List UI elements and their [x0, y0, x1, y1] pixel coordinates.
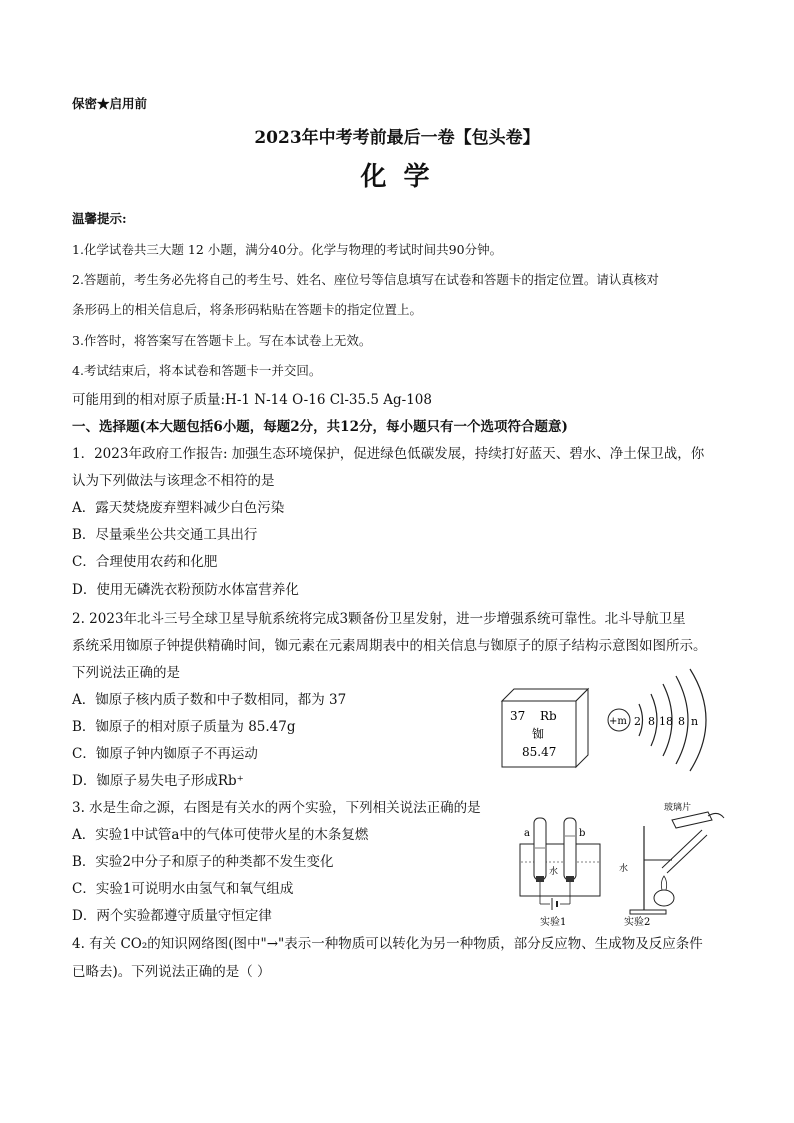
- exam-title: 2023年中考考前最后一卷【包头卷】: [254, 128, 540, 148]
- tip-2: 2.答题前，考生务必先将自己的考生号、姓名、座位号等信息填写在试卷和答题卡的指定位置。请认真核对: [72, 272, 659, 287]
- q3-option-a: A．实验1中试管a中的气体可使带火星的木条复燃: [72, 827, 369, 843]
- q3-option-d: D．两个实验都遵守质量守恒定律: [72, 908, 272, 924]
- q2-stem: 2. 2023年北斗三号全球卫星导航系统将完成3颗备份卫星发射，进一步增强系统可靠性。北斗导航卫星: [72, 611, 686, 627]
- tip-4: 4.考试结束后，将本试卷和答题卡一并交回。: [72, 363, 322, 378]
- q2-stem-cont2: 下列说法正确的是: [72, 665, 180, 681]
- tip-2-cont: 条形码上的相关信息后，将条形码粘贴在答题卡的指定位置上。: [72, 302, 423, 317]
- nucleus-label: +m: [609, 716, 627, 727]
- tip-1: 1.化学试卷共三大题 12 小题，满分40分。化学与物理的考试时间共90分钟。: [72, 242, 503, 257]
- combustion-apparatus: [619, 801, 724, 928]
- q1-option-b: B．尽量乘坐公共交通工具出行: [72, 527, 258, 543]
- shell-count-3: 18: [659, 715, 673, 728]
- q1-stem: 1．2023年政府工作报告: 加强生态环境保护，促进绿色低碳发展，持续打好蓝天、碧水、净土保卫战，你: [72, 446, 705, 462]
- q2-option-d: D．铷原子易失电子形成Rb⁺: [72, 773, 244, 789]
- q2-option-c: C．铷原子钟内铷原子不再运动: [72, 746, 258, 762]
- shell-count-1: 2: [634, 715, 641, 728]
- tube-b-label: b: [579, 828, 586, 839]
- exp2-caption: 实验2: [624, 917, 651, 928]
- q2-option-b: B．铷原子的相对原子质量为 85.47g: [72, 719, 296, 735]
- q2-stem-cont: 系统采用铷原子钟提供精确时间，铷元素在元素周期表中的相关信息与铷原子的原子结构示意图如图所示。: [72, 638, 707, 654]
- element-number: 37: [510, 709, 526, 723]
- water-experiments-figure: [512, 798, 726, 930]
- rb-element-cell: [500, 687, 590, 769]
- electrolysis-apparatus: [520, 818, 600, 928]
- q4-stem-cont: 已略去)。下列说法正确的是（ ）: [72, 964, 271, 980]
- q1-option-a: A．露天焚烧废弃塑料减少白色污染: [72, 500, 285, 516]
- tube-a-label: a: [524, 828, 530, 839]
- exp1-caption: 实验1: [540, 917, 567, 928]
- q2-option-a: A．铷原子核内质子数和中子数相同，都为 37: [72, 692, 347, 708]
- exp1-water-label: 水: [549, 867, 559, 877]
- q3-option-b: B．实验2中分子和原子的种类都不发生变化: [72, 854, 334, 870]
- shell-count-2: 8: [648, 715, 655, 728]
- element-symbol: Rb: [540, 709, 557, 723]
- q3-option-c: C．实验1可说明水由氢气和氧气组成: [72, 881, 294, 897]
- atomic-masses: 可能用到的相对原子质量:H-1 N-14 O-16 Cl-35.5 Ag-108: [72, 392, 432, 408]
- exp2-water-label: 水: [619, 864, 629, 874]
- q1-option-d: D．使用无磷洗衣粉预防水体富营养化: [72, 582, 299, 598]
- rb-atom-structure: [606, 666, 730, 774]
- glass-label: 玻璃片: [664, 803, 692, 813]
- subject-title: 化 学: [360, 162, 434, 192]
- q4-stem: 4. 有关 CO₂的知识网络图(图中"→"表示一种物质可以转化为另一种物质，部分反应物、生成物及反应条件: [72, 936, 703, 952]
- q1-stem-cont: 认为下列做法与该理念不相符的是: [72, 473, 275, 489]
- shell-count-5: n: [691, 715, 699, 728]
- element-name: 铷: [532, 727, 545, 741]
- q1-option-c: C．合理使用农药和化肥: [72, 554, 218, 570]
- confidential-label: 保密★启用前: [72, 96, 148, 111]
- tip-3: 3.作答时，将答案写在答题卡上。写在本试卷上无效。: [72, 333, 372, 348]
- section-heading: 一、选择题(本大题包括6小题，每题2分，共12分，每小题只有一个选项符合题意): [72, 419, 568, 435]
- shell-count-4: 8: [678, 715, 685, 728]
- element-mass: 85.47: [522, 745, 557, 759]
- tips-heading: 温馨提示:: [72, 211, 127, 226]
- q3-stem: 3. 水是生命之源，右图是有关水的两个实验，下列相关说法正确的是: [72, 800, 481, 816]
